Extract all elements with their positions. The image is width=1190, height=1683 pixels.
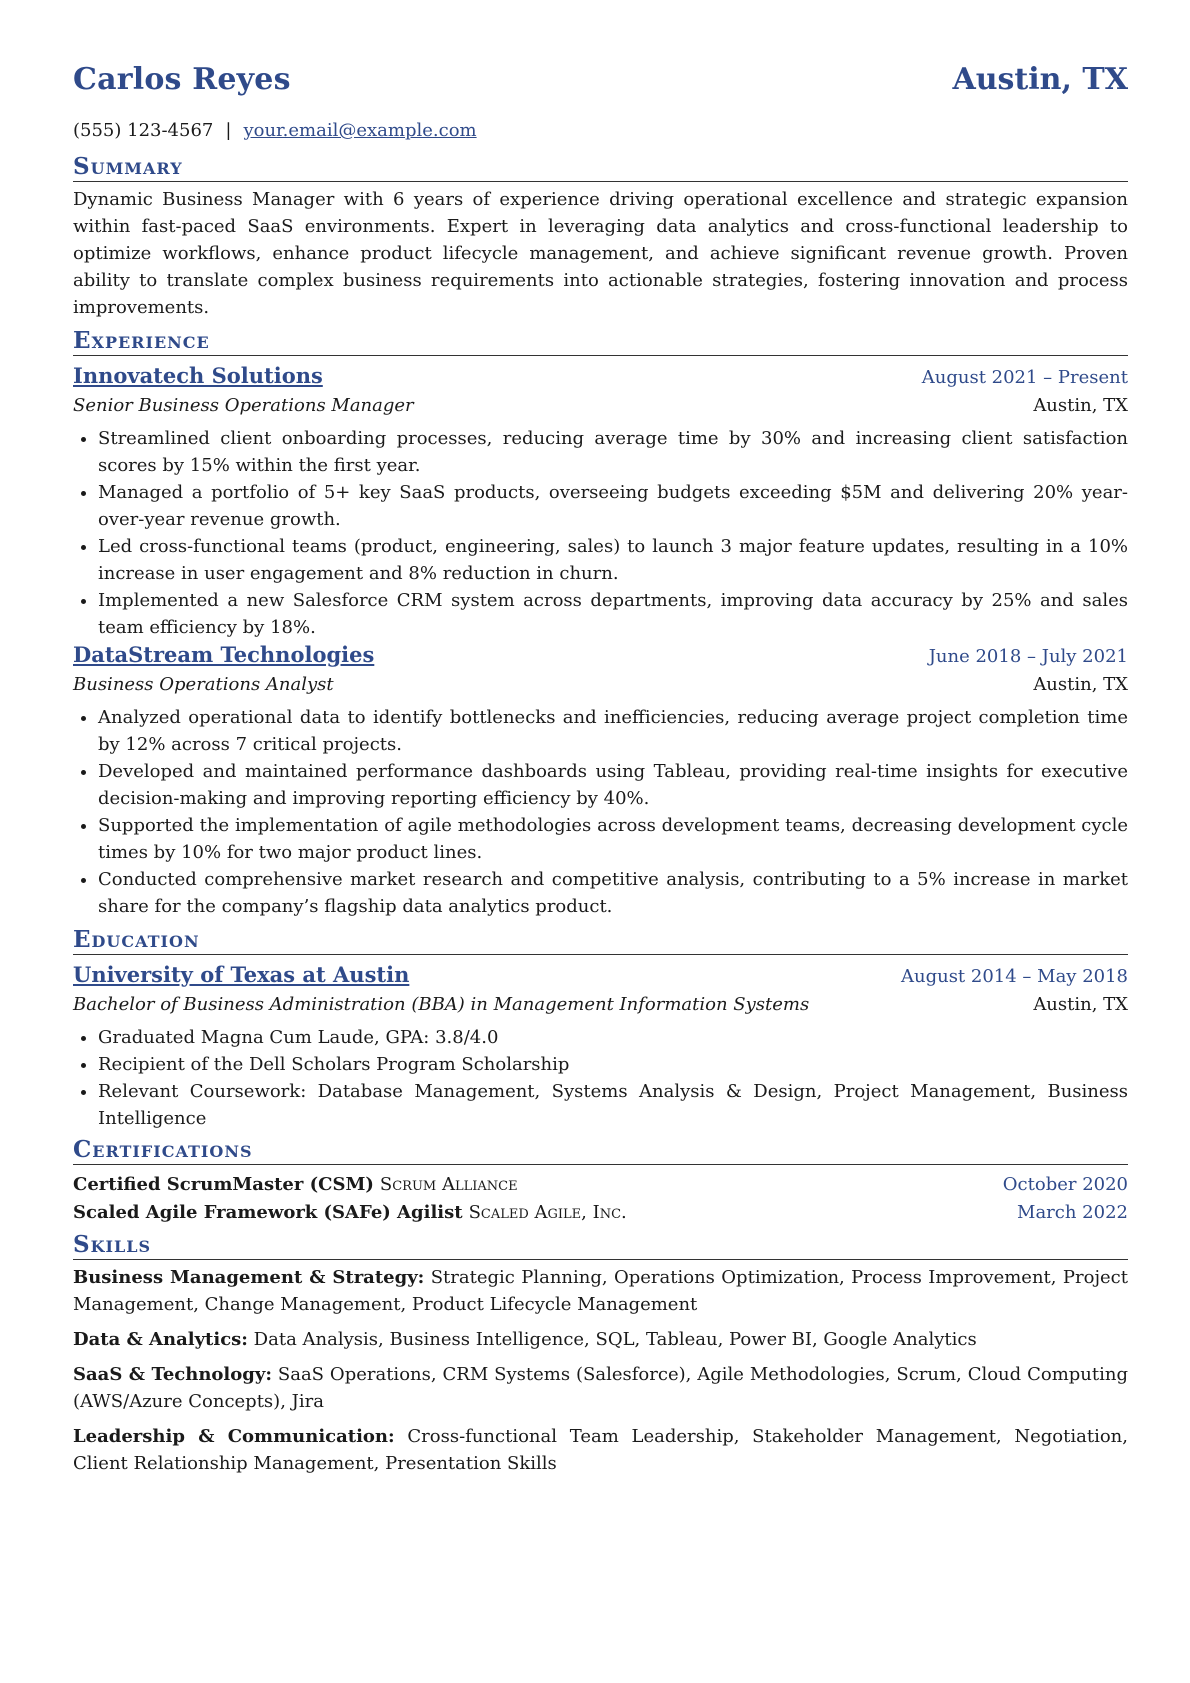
skill-group: [73, 1361, 1128, 1415]
school-link[interactable]: University of Texas at Austin: [73, 962, 410, 987]
certification-date: October 2020: [1002, 1174, 1128, 1195]
education-location: Austin, TX: [1033, 994, 1128, 1015]
certification-item: [73, 1199, 1128, 1227]
skill-group: [73, 1326, 1128, 1353]
section-title-experience: Experience: [73, 327, 1128, 356]
skill-list: Strategic Planning, Operations Optimization, Process Improvement, Project Management, Change Management, Product Lifecycle Management: [73, 1267, 1128, 1315]
skill-list: Cross-functional Team Leadership, Stakeholder Management, Negotiation, Client Relationship Management, Presentation Skills: [73, 1426, 1128, 1474]
certification-date: March 2022: [1017, 1202, 1128, 1223]
bullet-item: • Relevant Coursework: Database Management, Systems Analysis & Design, Project Management, Business Intelligence: [98, 1078, 1128, 1132]
skill-list: Data Analysis, Business Intelligence, SQL, Tableau, Power BI, Google Analytics: [253, 1329, 977, 1350]
degree: Bachelor of Business Administration (BBA) in Management Information Systems: [73, 994, 810, 1015]
company-link[interactable]: Innovatech Solutions: [73, 363, 323, 388]
job-subheader: [73, 392, 1128, 420]
skill-category: SaaS & Technology:: [73, 1364, 272, 1385]
contact-separator: |: [225, 120, 232, 141]
job-bullets: [73, 425, 1128, 641]
education-subheader: [73, 991, 1128, 1019]
job-dates: August 2021 – Present: [921, 367, 1128, 388]
bullet-item: • Managed a portfolio of 5+ key SaaS products, overseeing budgets exceeding $5M and delivering 20% year-over-year revenue growth.: [98, 479, 1128, 533]
bullet-item: • Supported the implementation of agile methodologies across development teams, decreasing development cycle times by 10% for two major product lines.: [98, 812, 1128, 866]
job-role: Business Operations Analyst: [73, 674, 334, 695]
contact-line: [73, 120, 1128, 141]
certification-name: Certified ScrumMaster (CSM): [73, 1174, 374, 1195]
certification-label: [73, 1199, 627, 1227]
certification-name: Scaled Agile Framework (SAFe) Agilist: [73, 1202, 463, 1223]
skill-group: [73, 1423, 1128, 1477]
skill-category: Data & Analytics:: [73, 1329, 248, 1350]
skill-category: Leadership & Communication:: [73, 1426, 395, 1447]
phone-number: (555) 123-4567: [73, 120, 214, 141]
summary-text: Dynamic Business Manager with 6 years of experience driving operational excellence and strategic expansion within fast-paced SaaS environments. Expert in leveraging data analytics and cross-functional leadership to optimize workflows, enhance product lifecycle management, and achieve significant revenue growth. Proven ability to translate complex business requirements into actionable strategies, fostering innovation and process improvements.: [73, 189, 1128, 318]
candidate-location: Austin, TX: [952, 62, 1128, 97]
certification-label: [73, 1171, 518, 1199]
certifications-section: [73, 1136, 1128, 1227]
bullet-item: • Conducted comprehensive market research and competitive analysis, contributing to a 5% increase in market share for the company’s flagship data analytics product.: [98, 866, 1128, 920]
job-location: Austin, TX: [1033, 674, 1128, 695]
education-dates: August 2014 – May 2018: [900, 966, 1128, 987]
education-header: [73, 961, 1128, 991]
bullet-item: • Streamlined client onboarding processes, reducing average time by 30% and increasing client satisfaction scores by 15% within the first year.: [98, 425, 1128, 479]
summary-section: [73, 153, 1128, 321]
skill-list: SaaS Operations, CRM Systems (Salesforce), Agile Methodologies, Scrum, Cloud Computing (AWS/Azure Concepts), Jira: [73, 1364, 1128, 1412]
bullet-item: • Analyzed operational data to identify bottlenecks and inefficiencies, reducing average project completion time by 12% across 7 critical projects.: [98, 704, 1128, 758]
resume-header: [73, 62, 1128, 106]
section-title-certifications: Certifications: [73, 1136, 1128, 1165]
section-title-summary: Summary: [73, 153, 1128, 182]
education-bullets: [73, 1024, 1128, 1132]
certification-item: [73, 1171, 1128, 1199]
section-title-education: Education: [73, 926, 1128, 955]
skill-category: Business Management & Strategy:: [73, 1267, 425, 1288]
section-title-skills: Skills: [73, 1231, 1128, 1260]
job-location: Austin, TX: [1033, 395, 1128, 416]
job-entry: [73, 641, 1128, 920]
bullet-item: • Developed and maintained performance dashboards using Tableau, providing real-time insights for executive decision-making and improving reporting efficiency by 40%.: [98, 758, 1128, 812]
job-header: [73, 641, 1128, 671]
job-header: [73, 362, 1128, 392]
job-bullets: [73, 704, 1128, 920]
education-section: [73, 926, 1128, 1132]
bullet-item: • Graduated Magna Cum Laude, GPA: 3.8/4.0: [98, 1024, 1128, 1051]
bullet-item: • Implemented a new Salesforce CRM system across departments, improving data accuracy by 25% and sales team efficiency by 18%.: [98, 587, 1128, 641]
job-subheader: [73, 671, 1128, 699]
company-link[interactable]: DataStream Technologies: [73, 642, 375, 667]
skills-section: [73, 1231, 1128, 1477]
certification-issuer: Scrum Alliance: [379, 1174, 518, 1195]
job-dates: June 2018 – July 2021: [928, 646, 1128, 667]
email-link[interactable]: your.email@example.com: [243, 120, 477, 141]
job-entry: [73, 362, 1128, 641]
candidate-name: Carlos Reyes: [73, 62, 291, 97]
bullet-item: • Led cross-functional teams (product, engineering, sales) to launch 3 major feature updates, resulting in a 10% increase in user engagement and 8% reduction in churn.: [98, 533, 1128, 587]
job-role: Senior Business Operations Manager: [73, 395, 414, 416]
skill-group: [73, 1264, 1128, 1318]
resume-content: [73, 62, 1128, 1477]
bullet-item: • Recipient of the Dell Scholars Program Scholarship: [98, 1051, 1128, 1078]
experience-section: [73, 327, 1128, 920]
certification-issuer: Scaled Agile, Inc.: [468, 1202, 627, 1223]
